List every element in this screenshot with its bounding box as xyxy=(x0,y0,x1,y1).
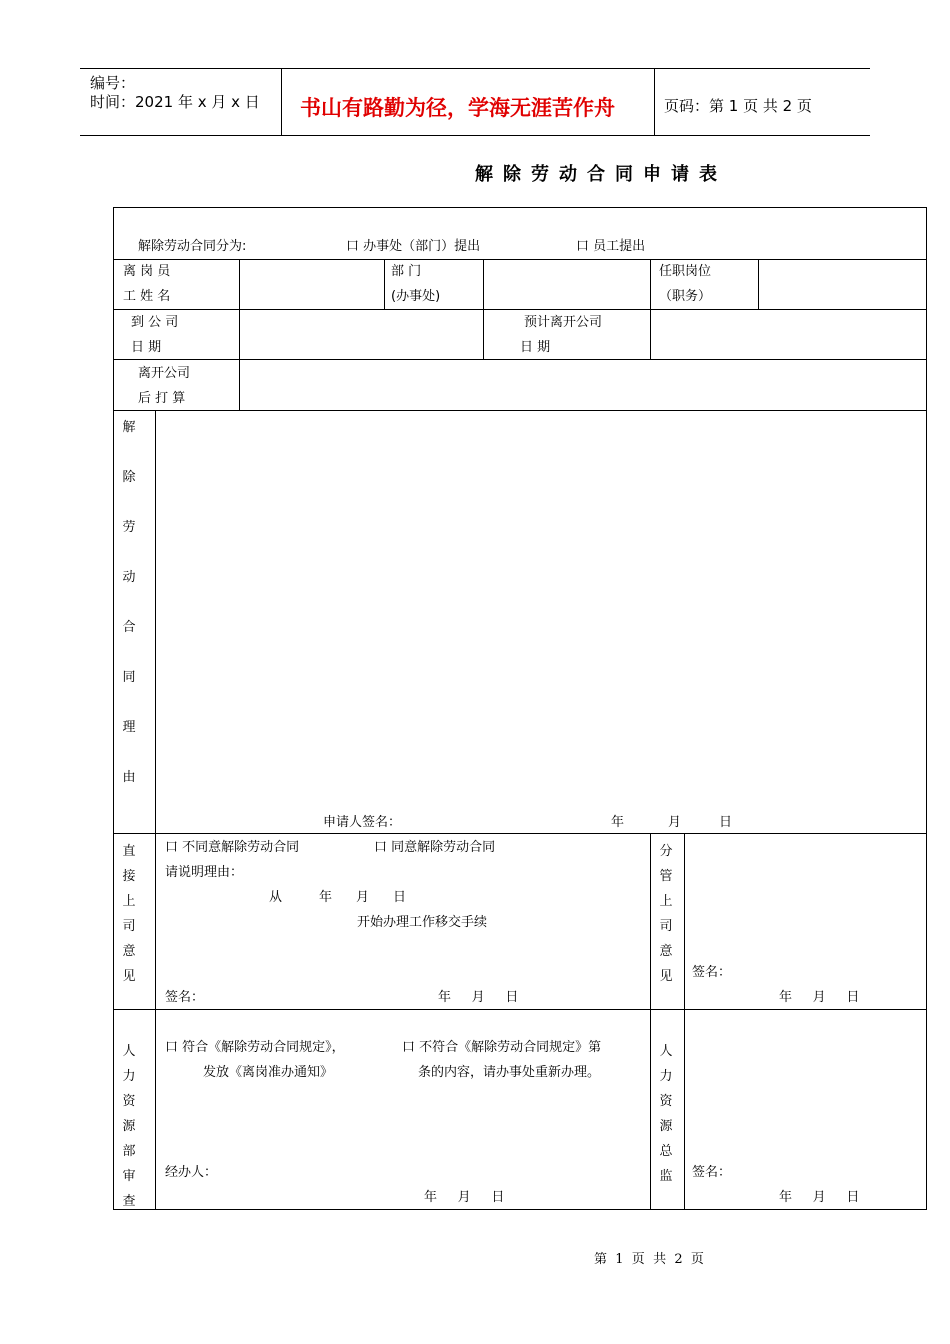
hr-review-label-char: 力 xyxy=(122,1069,136,1084)
supervisor-label-char: 见 xyxy=(122,969,136,984)
department-label: 部 门 xyxy=(391,264,422,279)
header-divider xyxy=(281,68,282,136)
applicant-date-day: 日 xyxy=(719,815,733,830)
department-field[interactable] xyxy=(485,261,648,307)
option-comply-rules[interactable]: 口 符合《解除劳动合同规定》， xyxy=(165,1040,345,1055)
division-label-char: 意 xyxy=(659,944,673,959)
handover-year: 年 xyxy=(319,890,333,905)
join-date-label: 到 公 司 xyxy=(131,315,179,330)
reason-label-char: 解 xyxy=(122,420,136,435)
termination-type-label: 解除劳动合同分为: xyxy=(138,239,247,254)
leave-date-field[interactable] xyxy=(652,311,925,357)
hr-review-label-char: 资 xyxy=(122,1094,136,1109)
hr-review-label-char: 部 xyxy=(122,1144,136,1159)
row-rule xyxy=(113,833,927,834)
supervisor-label-char: 直 xyxy=(122,844,136,859)
hr-director-label-char: 源 xyxy=(659,1119,673,1134)
header-divider xyxy=(654,68,655,136)
row-rule xyxy=(113,1009,927,1010)
reason-label-char: 合 xyxy=(122,620,136,635)
join-date-field[interactable] xyxy=(241,311,481,357)
reason-vertical-label xyxy=(119,416,139,816)
join-date-label-2: 日 期 xyxy=(131,340,162,355)
employee-name-label-2: 工 姓 名 xyxy=(123,289,171,304)
future-plan-label-2: 后 打 算 xyxy=(138,391,186,406)
option-not-comply-rules-2: 条的内容，请办事处重新办理。 xyxy=(418,1065,601,1080)
col-rule xyxy=(684,833,685,1210)
col-rule xyxy=(650,259,651,359)
supervisor-vertical-label xyxy=(119,840,139,990)
row-rule xyxy=(113,410,927,411)
explain-reason-label: 请说明理由： xyxy=(165,865,244,880)
col-rule xyxy=(483,259,484,359)
hr-director-vertical-label xyxy=(656,1040,676,1190)
handover-text: 开始办理工作移交手续 xyxy=(357,915,488,930)
future-plan-field[interactable] xyxy=(241,361,925,408)
applicant-date-year: 年 xyxy=(611,815,625,830)
option-not-comply-rules[interactable]: 口 不符合《解除劳动合同规定》第 xyxy=(402,1040,602,1055)
supervisor-label-char: 接 xyxy=(122,869,136,884)
col-rule xyxy=(155,410,156,1210)
hr-director-label-char: 人 xyxy=(659,1044,673,1059)
form-title: 解除劳动合同申请表 xyxy=(475,164,727,185)
supervisor-date: 年 月 日 xyxy=(438,990,519,1005)
option-agree-termination[interactable]: 口 同意解除劳动合同 xyxy=(374,840,496,855)
col-rule xyxy=(650,833,651,1210)
hr-director-label-char: 力 xyxy=(659,1069,673,1084)
division-label-char: 见 xyxy=(659,969,673,984)
division-vertical-label xyxy=(656,840,676,990)
hr-review-label-char: 查 xyxy=(122,1194,136,1209)
division-label-char: 分 xyxy=(659,844,673,859)
option-office-initiated[interactable]: 口 办事处（部门）提出 xyxy=(346,239,481,254)
supervisor-label-char: 意 xyxy=(122,944,136,959)
supervisor-label-char: 司 xyxy=(122,919,136,934)
hr-director-label-char: 总 xyxy=(659,1144,673,1159)
leave-date-label-2: 日 期 xyxy=(520,340,551,355)
division-label-char: 上 xyxy=(659,894,673,909)
reason-label-char: 理 xyxy=(122,720,136,735)
division-label-char: 司 xyxy=(659,919,673,934)
doc-code-label: 编号： xyxy=(90,74,136,92)
hr-director-label-char: 资 xyxy=(659,1094,673,1109)
hr-review-vertical-label xyxy=(119,1040,139,1215)
col-rule xyxy=(384,259,385,309)
row-rule xyxy=(113,309,927,310)
employee-name-field[interactable] xyxy=(241,261,382,307)
col-rule xyxy=(239,259,240,410)
applicant-sign-label: 申请人签名： xyxy=(323,815,402,830)
handover-day: 日 xyxy=(393,890,407,905)
reason-label-char: 动 xyxy=(122,570,136,585)
department-label-2: (办事处) xyxy=(391,289,441,304)
reason-label-char: 由 xyxy=(122,770,136,785)
reason-label-char: 同 xyxy=(122,670,136,685)
future-plan-label: 离开公司 xyxy=(138,366,191,381)
applicant-date-month: 月 xyxy=(668,815,682,830)
supervisor-sign-label: 签名： xyxy=(165,990,205,1005)
option-comply-rules-2: 发放《离岗准办通知》 xyxy=(203,1065,334,1080)
division-sign-label: 签名： xyxy=(692,965,732,980)
position-label-2: （职务） xyxy=(659,289,712,304)
reason-label-char: 劳 xyxy=(122,520,136,535)
row-rule xyxy=(113,259,927,260)
col-rule xyxy=(758,259,759,309)
reason-label-char: 除 xyxy=(122,470,136,485)
division-date: 年 月 日 xyxy=(779,990,860,1005)
position-label: 任职岗位 xyxy=(659,264,712,279)
hr-director-date: 年 月 日 xyxy=(779,1190,860,1205)
hr-director-sign-label: 签名： xyxy=(692,1165,732,1180)
handover-month: 月 xyxy=(356,890,370,905)
hr-review-date: 年 月 日 xyxy=(424,1190,505,1205)
header-top-rule xyxy=(80,68,870,69)
handler-label: 经办人： xyxy=(165,1165,218,1180)
reason-text-field[interactable] xyxy=(157,412,925,807)
row-rule xyxy=(113,359,927,360)
employee-name-label: 离 岗 员 xyxy=(123,264,171,279)
division-label-char: 管 xyxy=(659,869,673,884)
header-motto: 书山有路勤为径，学海无涯苦作舟 xyxy=(300,95,615,120)
page-footer: 第 1 页 共 2 页 xyxy=(594,1252,704,1267)
handover-from-label: 从 xyxy=(269,890,283,905)
leave-date-label: 预计离开公司 xyxy=(524,315,603,330)
hr-review-label-char: 人 xyxy=(122,1044,136,1059)
header-bottom-rule xyxy=(80,135,870,136)
hr-director-label-char: 监 xyxy=(659,1169,673,1184)
option-employee-initiated[interactable]: 口 员工提出 xyxy=(576,239,646,254)
hr-review-label-char: 源 xyxy=(122,1119,136,1134)
doc-time-label: 时间：2021 年 x 月 x 日 xyxy=(90,93,260,111)
option-disagree-termination[interactable]: 口 不同意解除劳动合同 xyxy=(165,840,300,855)
supervisor-label-char: 上 xyxy=(122,894,136,909)
position-field[interactable] xyxy=(760,261,925,307)
header-page-info: 页码：第 1 页 共 2 页 xyxy=(664,97,812,115)
hr-review-label-char: 审 xyxy=(122,1169,136,1184)
